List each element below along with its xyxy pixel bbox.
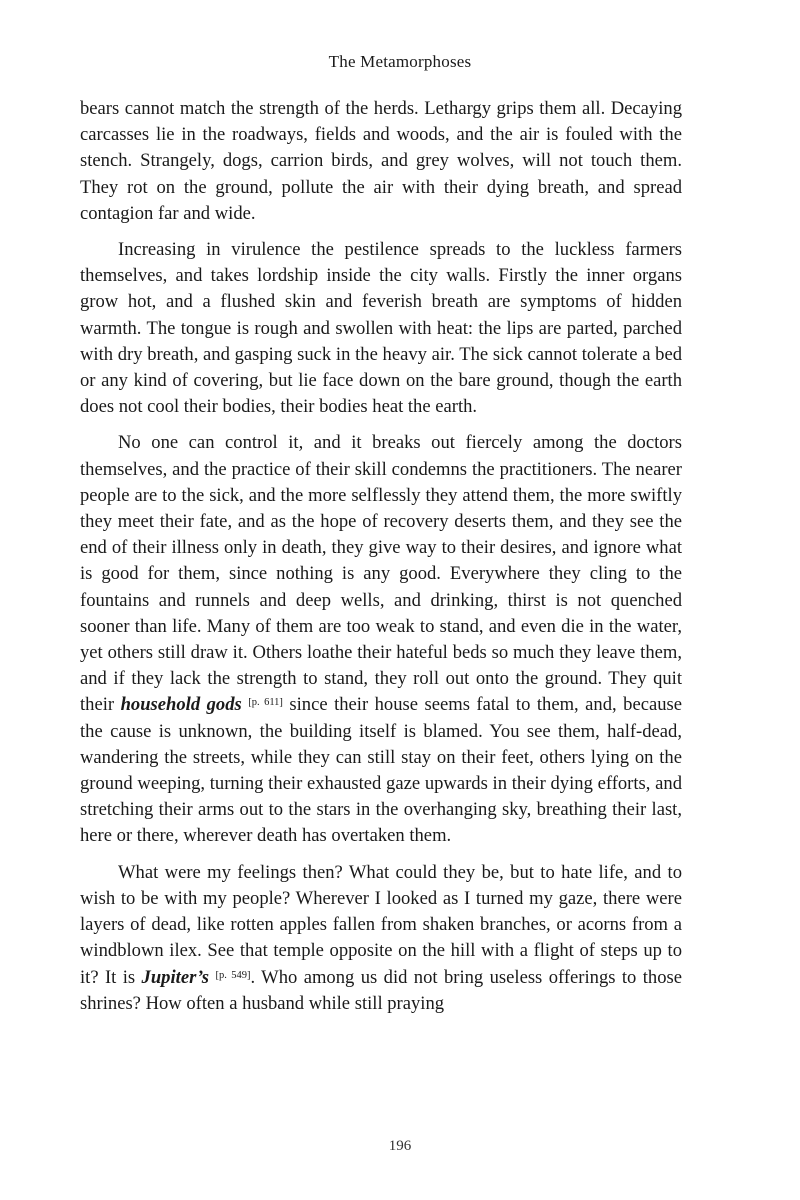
page-reference-611: [p. 611] bbox=[248, 697, 283, 709]
glossary-link-household-gods[interactable]: household gods bbox=[120, 694, 242, 716]
paragraph-4-text-a: What were my feelings then? What could they be, but to hate life, and to wish to be with my people? Wherever I looked as I turned my gaze, there were layers of dead, like rotten apples fallen from shaken branches, or acorns from a windblown ilex. See that temple opposite on the hill with a flight of steps up to it? It is bbox=[80, 861, 682, 988]
paragraph-3-text-a: No one can control it, and it breaks out fiercely among the doctors themselves, and the practice of their skill condemns the practitioners. The nearer people are to the sick, and the more selflessly they attend them, the more swiftly they meet their fate, and as the hope of recovery deserts them, and they see the end of their illness only in death, they give way to their desires, and ignore what is good for them, since nothing is any good. Everywhere they cling to the fountains and runnels and deep wells, and drinking, thirst is not quenched sooner than life. Many of them are too weak to stand, and even die in the water, yet others still draw it. Others loathe their hateful beds so much they leave them, and if they lack the strength to stand, they roll out onto the ground. They quit their bbox=[80, 432, 682, 716]
page-number: 196 bbox=[388, 1138, 412, 1154]
glossary-link-jupiters[interactable]: Jupiter’s bbox=[141, 966, 210, 988]
paragraph-2: Increasing in virulence the pestilence spreads to the luckless farmers themselves, and takes lordship inside the city walls. Firstly the inner organs grow hot, and a flushed skin and feverish breath are symptoms of hidden warmth. The tongue is rough and swollen with heat: the lips are parted, parched with dry breath, and gasping suck in the heavy air. The sick cannot tolerate a bed or any kind of covering, but lie face down on the bare ground, though the earth does not cool their bodies, their bodies heat the earth. bbox=[80, 239, 682, 418]
paragraph-4 bbox=[80, 860, 682, 1017]
body-text bbox=[80, 96, 682, 1027]
paragraph-3 bbox=[80, 430, 682, 849]
running-title: The Metamorphoses bbox=[328, 52, 472, 71]
page-reference-549: [p. 549] bbox=[215, 969, 251, 981]
paragraph-1: bears cannot match the strength of the herds. Lethargy grips them all. Decaying carcasses lie in the roadways, fields and woods, and the air is fouled with the stench. Strangely, dogs, carrion birds, and grey wolves, will not touch them. They rot on the ground, pollute the air with their dying breath, and spread contagion far and wide. bbox=[80, 98, 682, 224]
paragraph-3-text-b: since their house seems fatal to them, and, because the cause is unknown, the building itself is blamed. You see them, half-dead, wandering the streets, while they can still stay on their feet, others lying on the ground weeping, turning their exhausted gaze upwards in their dying efforts, and stretching their arms out to the stars in the overhanging sky, breathing their last, here or there, wherever death has overtaken them. bbox=[80, 694, 682, 847]
paragraph-4-text-b: . Who among us did not bring useless offerings to those shrines? How often a husband while still praying bbox=[80, 966, 682, 1014]
